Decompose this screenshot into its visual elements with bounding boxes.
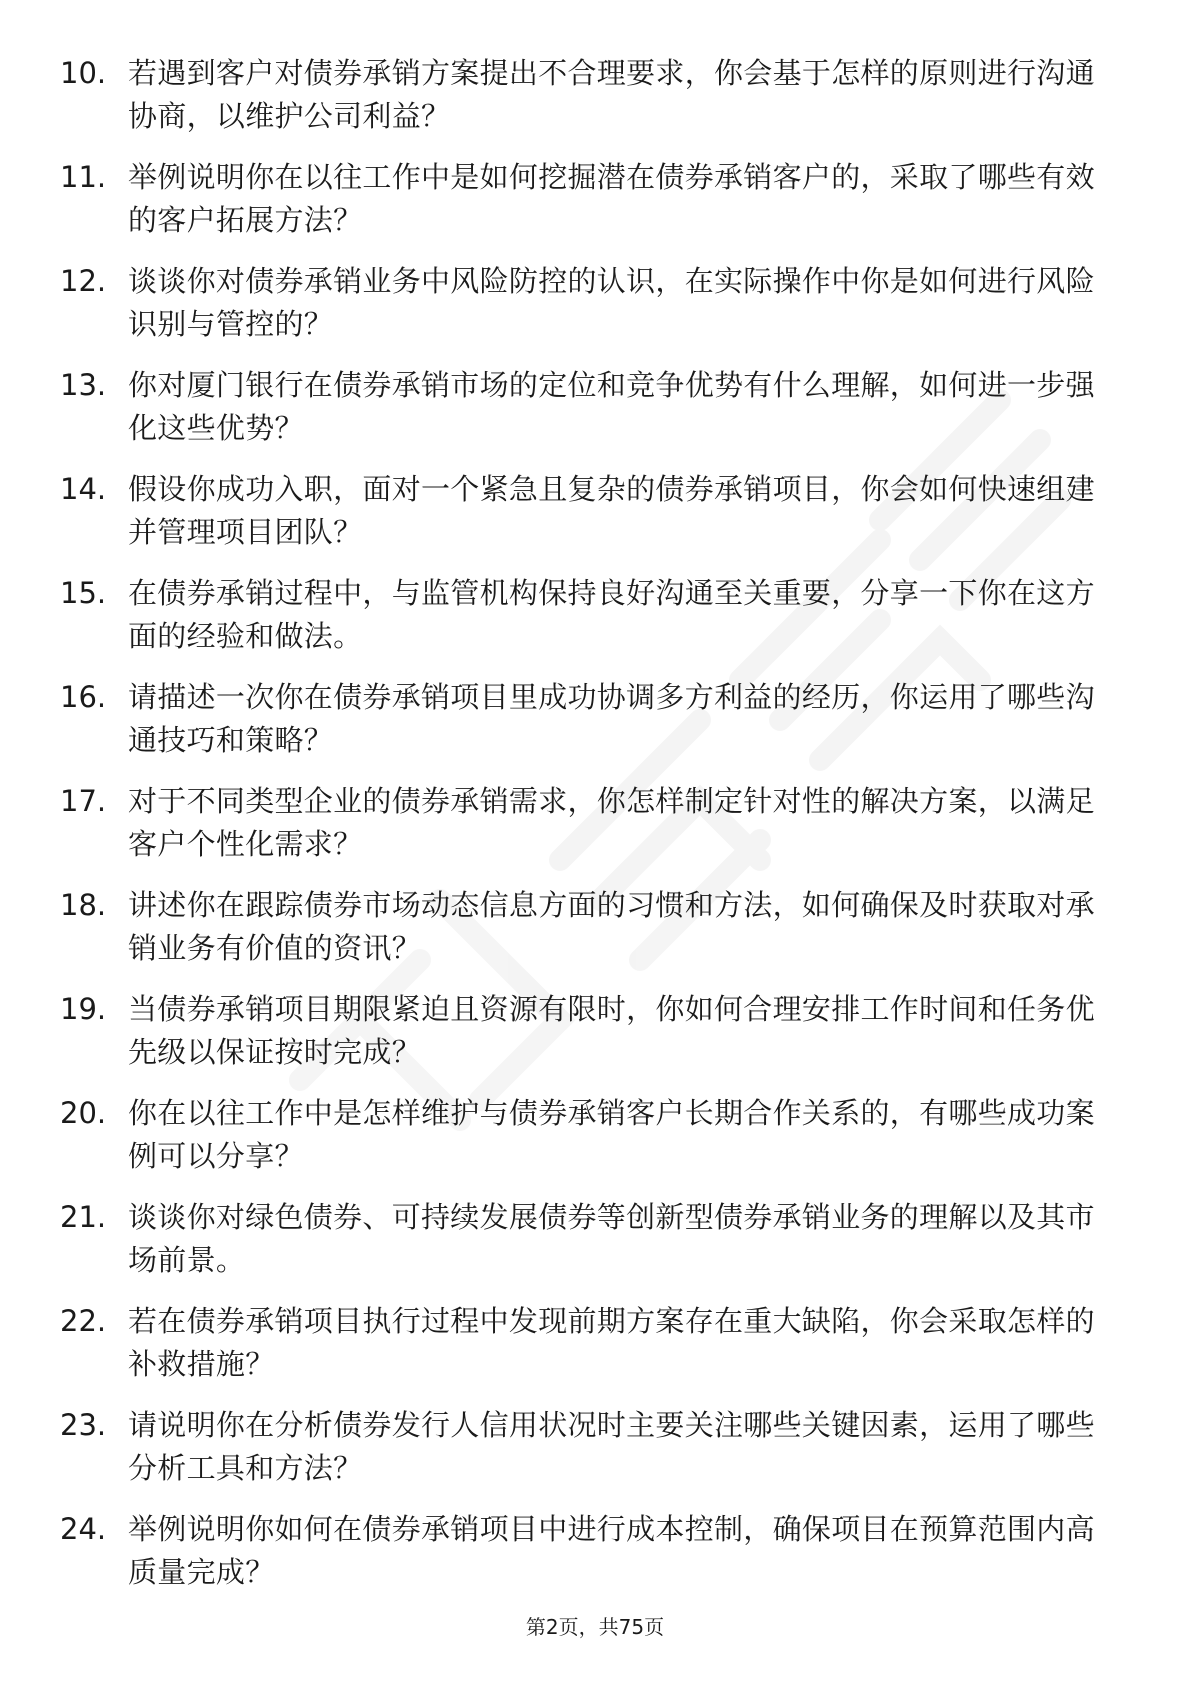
question-text: 若遇到客户对债券承销方案提出不合理要求，你会基于怎样的原则进行沟通协商，以维护公司利益？ [128,56,1095,133]
question-number: 21. [60,1200,107,1234]
question-item [60,364,1120,468]
question-text: 谈谈你对绿色债券、可持续发展债券等创新型债券承销业务的理解以及其市场前景。 [128,1200,1095,1277]
question-number: 19. [60,992,107,1026]
question-number: 16. [60,680,107,714]
question-item [60,468,1120,572]
question-number: 11. [60,160,107,194]
page-footer: 第2页，共75页 [525,1615,665,1639]
question-text: 你在以往工作中是怎样维护与债券承销客户长期合作关系的，有哪些成功案例可以分享？ [128,1096,1095,1173]
question-number: 17. [60,784,107,818]
question-number: 13. [60,368,107,402]
question-item [60,260,1120,364]
question-item [60,572,1120,676]
question-item [60,676,1120,780]
question-text: 当债券承销项目期限紧迫且资源有限时，你如何合理安排工作时间和任务优先级以保证按时完成？ [128,992,1095,1069]
question-number: 10. [60,56,107,90]
question-item [60,156,1120,260]
question-item [60,1092,1120,1196]
question-text: 假设你成功入职，面对一个紧急且复杂的债券承销项目，你会如何快速组建并管理项目团队？ [128,472,1095,549]
question-number: 12. [60,264,107,298]
question-text: 举例说明你在以往工作中是如何挖掘潜在债券承销客户的，采取了哪些有效的客户拓展方法？ [128,160,1095,237]
question-text: 在债券承销过程中，与监管机构保持良好沟通至关重要，分享一下你在这方面的经验和做法。 [128,576,1095,653]
question-item [60,780,1120,884]
question-text: 请描述一次你在债券承销项目里成功协调多方利益的经历，你运用了哪些沟通技巧和策略？ [128,680,1095,757]
question-item [60,1404,1120,1508]
question-item [60,884,1120,988]
question-item [60,1508,1120,1612]
question-text: 若在债券承销项目执行过程中发现前期方案存在重大缺陷，你会采取怎样的补救措施？ [128,1304,1095,1381]
question-item [60,1196,1120,1300]
question-item [60,52,1120,156]
question-text: 请说明你在分析债券发行人信用状况时主要关注哪些关键因素，运用了哪些分析工具和方法？ [128,1408,1095,1485]
question-text: 举例说明你如何在债券承销项目中进行成本控制，确保项目在预算范围内高质量完成？ [128,1512,1095,1589]
question-item [60,988,1120,1092]
question-text: 对于不同类型企业的债券承销需求，你怎样制定针对性的解决方案，以满足客户个性化需求？ [128,784,1095,861]
question-list [60,52,1120,1612]
question-number: 24. [60,1512,107,1546]
question-number: 15. [60,576,107,610]
question-number: 22. [60,1304,107,1338]
question-text: 讲述你在跟踪债券市场动态信息方面的习惯和方法，如何确保及时获取对承销业务有价值的资讯？ [128,888,1095,965]
question-number: 20. [60,1096,107,1130]
question-text: 你对厦门银行在债券承销市场的定位和竞争优势有什么理解，如何进一步强化这些优势？ [128,368,1095,445]
question-number: 23. [60,1408,107,1442]
question-number: 14. [60,472,107,506]
question-item [60,1300,1120,1404]
question-number: 18. [60,888,107,922]
question-text: 谈谈你对债券承销业务中风险防控的认识，在实际操作中你是如何进行风险识别与管控的？ [128,264,1095,341]
